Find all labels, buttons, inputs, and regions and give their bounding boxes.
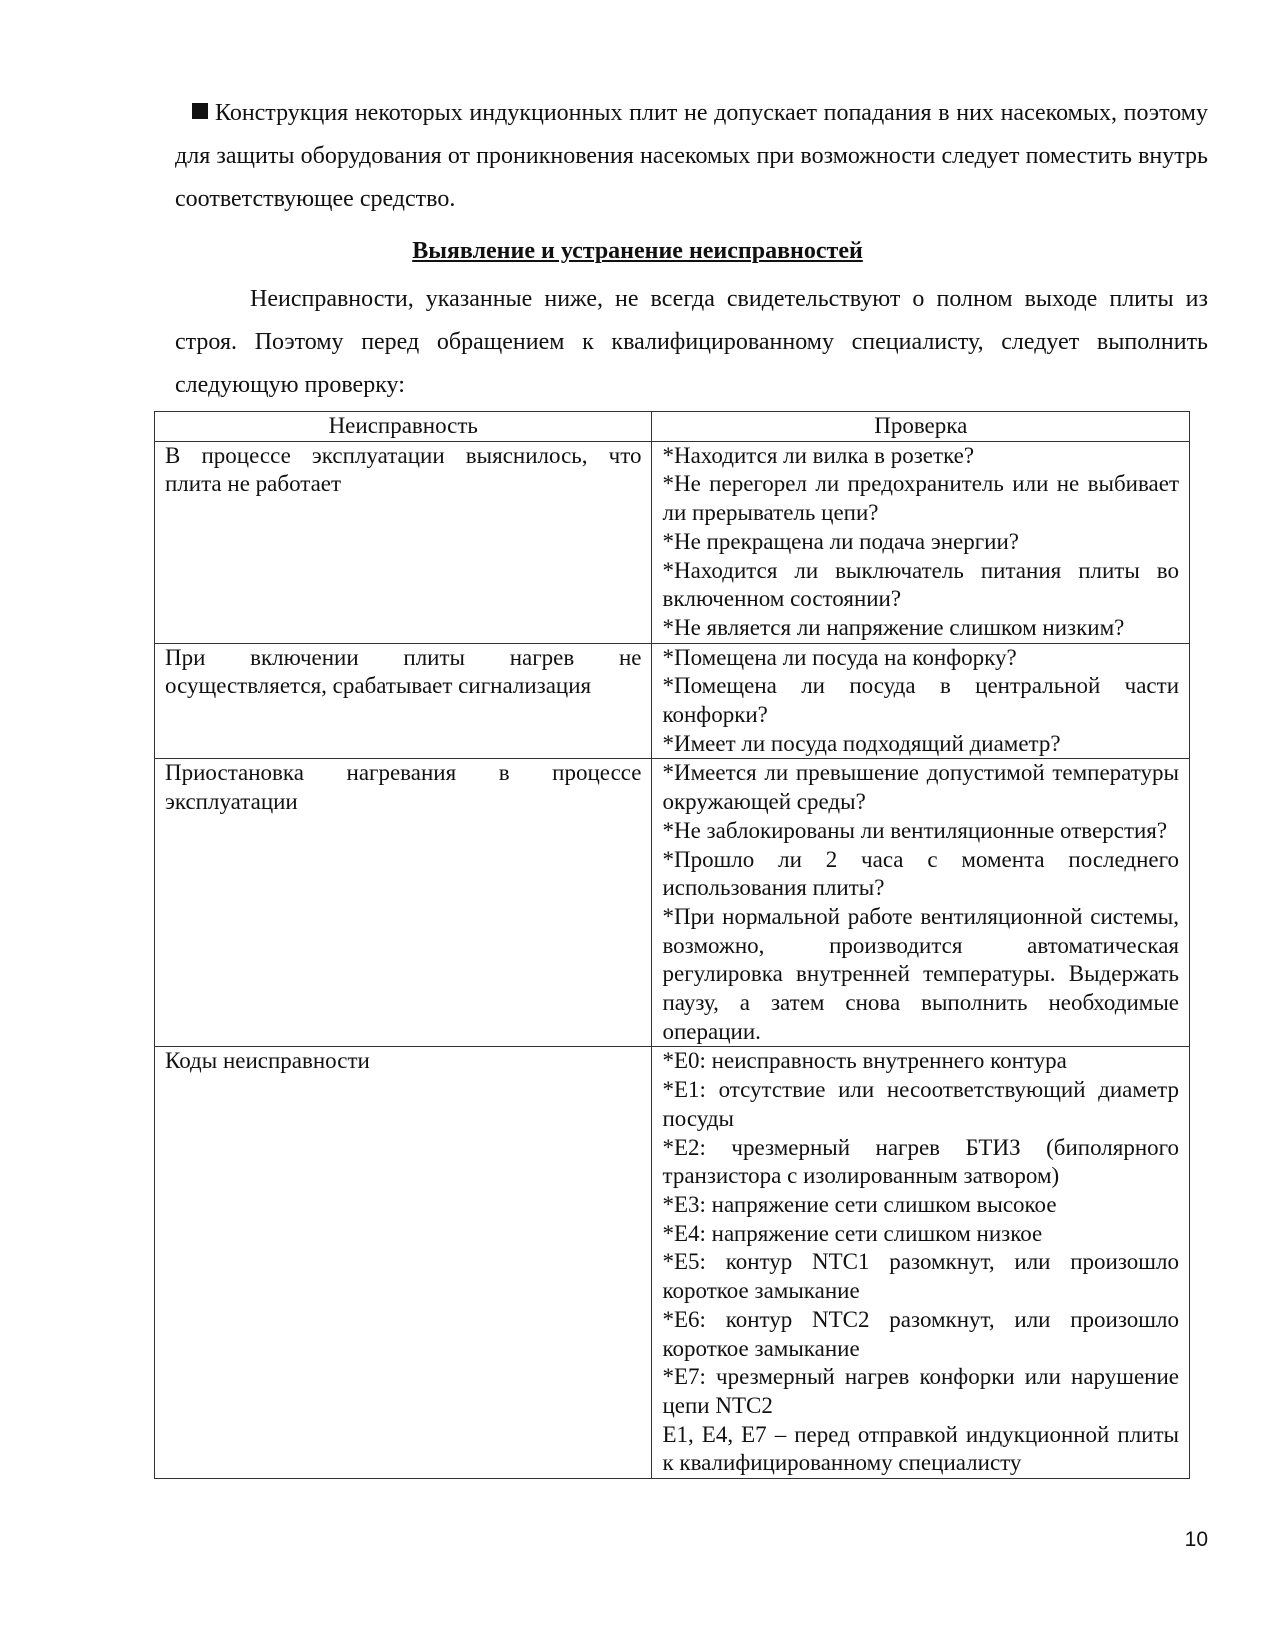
- fault-cell: [155, 441, 652, 643]
- fault-cell: [155, 1047, 652, 1479]
- check-item: *Находится ли выключатель питания плиты во включенном состоянии?: [662, 557, 1179, 612]
- check-item: *E7: чрезмерный нагрев конфорки или нарушение цепи NTC2: [662, 1364, 1179, 1418]
- check-item: *Помещена ли посуда на конфорку?: [662, 644, 1017, 670]
- intro-paragraph: [175, 92, 1208, 221]
- check-item: *Не является ли напряжение слишком низким?: [662, 614, 1125, 640]
- check-cell: [652, 759, 1190, 1047]
- fault-text: Приостановка нагревания в процессе эксплуатации: [165, 760, 642, 815]
- table-header-row: [155, 412, 1190, 442]
- check-item: *Не прекращена ли подача энергии?: [662, 528, 1019, 554]
- check-item: *E1: отсутствие или несоответствующий диаметр посуды: [662, 1077, 1179, 1131]
- check-item: *E4: напряжение сети слишком низкое: [662, 1220, 1043, 1246]
- column-header-check: Проверка: [652, 412, 1190, 442]
- table-row: [155, 643, 1190, 759]
- fault-cell: [155, 759, 652, 1047]
- check-item: *Прошло ли 2 часа с момента последнего использования плиты?: [662, 846, 1179, 901]
- fault-cell: [155, 643, 652, 759]
- table-row: [155, 441, 1190, 643]
- check-cell: [652, 441, 1190, 643]
- column-header-fault: Неисправность: [155, 412, 652, 442]
- check-item: *Имеет ли посуда подходящий диаметр?: [662, 730, 1061, 756]
- check-item: *Имеется ли превышение допустимой температуры окружающей среды?: [662, 760, 1179, 815]
- check-item: *E6: контур NTC2 разомкнут, или произошло короткое замыкание: [662, 1306, 1179, 1361]
- check-item: *E2: чрезмерный нагрев БТИЗ (биполярного транзистора с изолированным затвором): [662, 1134, 1179, 1189]
- check-item: *Находится ли вилка в розетке?: [662, 442, 975, 468]
- fault-text: При включении плиты нагрев не осуществляется, срабатывает сигнализация: [165, 644, 642, 699]
- table-row: [155, 1047, 1190, 1479]
- table-row: [155, 759, 1190, 1047]
- black-square-bullet-icon: [192, 103, 208, 119]
- check-item: *E5: контур NTC1 разомкнут, или произошло короткое замыкание: [662, 1249, 1179, 1304]
- page-number: 10: [1184, 1528, 1208, 1551]
- fault-text: Коды неисправности: [165, 1048, 370, 1074]
- intro-text: Конструкция некоторых индукционных плит не допускает попадания в них насекомых, поэтому для защиты оборудования от проникновения насекомых при возможности следует поместить внутрь соответствующее средство.: [175, 100, 1208, 212]
- fault-text: В процессе эксплуатации выяснилось, что плита не работает: [165, 442, 642, 497]
- lead-paragraph: Неисправности, указанные ниже, не всегда свидетельствуют о полном выходе плиты из строя. Поэтому перед обращением к квалифицированному специалисту, следует выполнить следующую проверку:: [175, 286, 1208, 398]
- check-cell: [652, 643, 1190, 759]
- check-item: E1, E4, E7 – перед отправкой индукционной плиты к квалифицированному специалисту: [662, 1421, 1179, 1476]
- check-item: *Не перегорел ли предохранитель или не выбивает ли прерыватель цепи?: [662, 471, 1179, 526]
- check-item: *При нормальной работе вентиляционной системы, возможно, производится автоматическая регулировка внутренней температуры. Выдержать паузу, а затем снова выполнить необходимые операции.: [662, 903, 1179, 1044]
- check-item: *Не заблокированы ли вентиляционные отверстия?: [662, 817, 1168, 843]
- section-heading: Выявление и устранение неисправностей: [412, 238, 863, 264]
- check-item: *Помещена ли посуда в центральной части конфорки?: [662, 673, 1179, 728]
- check-cell: [652, 1047, 1190, 1479]
- check-item: *E3: напряжение сети слишком высокое: [662, 1191, 1057, 1217]
- troubleshooting-table: [154, 411, 1190, 1479]
- check-item: *E0: неисправность внутреннего контура: [662, 1048, 1067, 1074]
